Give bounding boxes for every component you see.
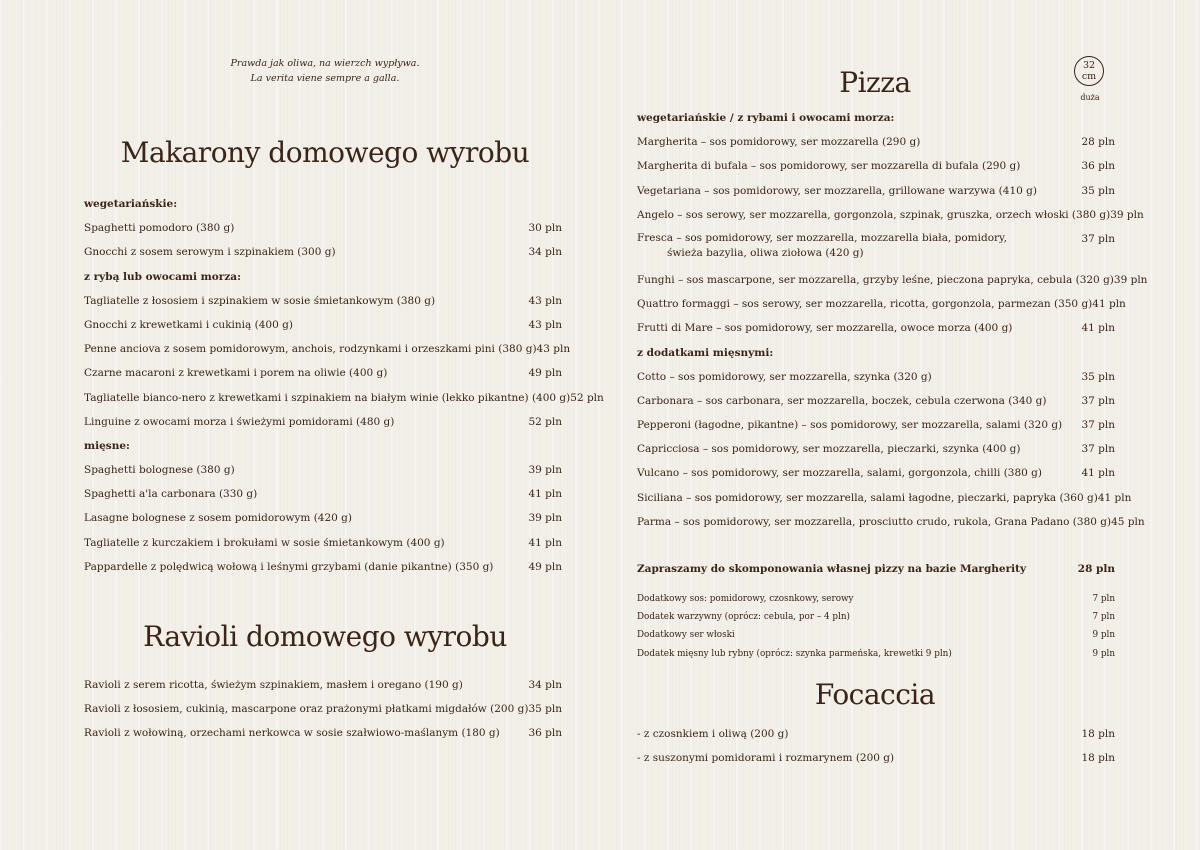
- pizza-promo-price: 28 pln: [1077, 563, 1115, 575]
- menu-item: [637, 610, 1115, 628]
- menu-item-price: 35 pln: [1081, 184, 1115, 197]
- menu-item-name-line: Vegetariana – sos pomidorowy, ser mozzarella, grillowane warzywa (410 g): [637, 184, 1037, 197]
- menu-item: [637, 272, 1148, 296]
- menu-item-name: [84, 317, 512, 333]
- menu-item: [84, 293, 562, 317]
- menu-item: [637, 647, 1115, 665]
- menu-item-name-line: Spaghetti bolognese (380 g): [84, 464, 235, 477]
- menu-item: [637, 490, 1132, 514]
- menu-item: [637, 465, 1115, 489]
- menu-item-name-line: - z czosnkiem i oliwą (200 g): [637, 728, 789, 740]
- menu-item-name-line: Cotto – sos pomidorowy, ser mozzarella, szynka (320 g): [637, 370, 932, 383]
- menu-item: [84, 677, 562, 701]
- menu-item-price: 35 pln: [1081, 370, 1115, 383]
- menu-item: [637, 628, 1115, 646]
- menu-item-name-line: Spaghetti pomodoro (380 g): [84, 222, 235, 235]
- menu-item-price: 52 pln: [528, 415, 562, 428]
- menu-item: [84, 414, 562, 438]
- menu-item-price: 7 pln: [1092, 612, 1115, 623]
- menu-item-name: [637, 610, 1065, 624]
- menu-item: [637, 183, 1115, 207]
- menu-item: [637, 393, 1115, 417]
- menu-item-price: 28 pln: [1081, 136, 1115, 149]
- menu-item-name: [637, 231, 1065, 261]
- menu-item-price: 7 pln: [1092, 594, 1115, 604]
- menu-item-name: [84, 677, 512, 693]
- menu-item-name-line: świeża bazylia, oliwa ziołowa (420 g): [667, 246, 864, 259]
- menu-item: [84, 365, 562, 389]
- menu-item-name-line: Linguine z owocami morza i świeżymi pomidorami (480 g): [84, 415, 395, 428]
- menu-item-name: [84, 414, 512, 430]
- pizza-size-value: 32: [1082, 60, 1096, 71]
- menu-item-name-line: Lasagne bolognese z sosem pomidorowym (420 g): [84, 512, 353, 525]
- menu-item-name-line: Spaghetti a'la carbonara (330 g): [84, 488, 258, 501]
- menu-item: [84, 559, 562, 583]
- menu-item: [84, 317, 562, 341]
- menu-item-price: 39 pln: [528, 464, 562, 477]
- menu-item-name: [637, 296, 1092, 312]
- motto-line-2: La verita viene sempre a galla.: [250, 73, 400, 84]
- menu-item-name-line: Pappardelle z polędwicą wołową i leśnymi grzybami (danie pikantne) (350 g): [84, 560, 494, 573]
- menu-item-price: 45 pln: [1111, 515, 1145, 528]
- menu-item-name-line: Carbonara – sos carbonara, ser mozzarella, boczek, cebula czerwona (340 g): [637, 394, 1047, 407]
- menu-item-name: [84, 535, 512, 551]
- menu-item-name: [84, 341, 537, 357]
- menu-item-price: 43 pln: [536, 343, 571, 356]
- right-page: [600, 0, 1200, 850]
- menu-item-name: [637, 750, 1065, 766]
- menu-item: [637, 417, 1115, 441]
- menu-item-name: [84, 510, 512, 526]
- menu-item-price: 43 pln: [528, 294, 562, 307]
- menu-item-price: 18 pln: [1081, 752, 1115, 765]
- menu-item-price: 9 pln: [1092, 648, 1115, 659]
- menu-item-price: 41 pln: [528, 536, 562, 549]
- menu-item: [637, 369, 1115, 393]
- section-title-ravioli: Ravioli domowego wyrobu: [143, 620, 507, 653]
- menu-item-name: [84, 725, 512, 741]
- menu-item-name: [84, 701, 528, 717]
- menu-item-name: [637, 726, 1065, 742]
- menu-item-price: 43 pln: [528, 318, 562, 331]
- menu-item: [84, 701, 562, 725]
- pizza-extras-list: [637, 592, 1115, 665]
- menu-category: z rybą lub owocami morza:: [84, 270, 241, 283]
- menu-item-name-line: Funghi – sos mascarpone, ser mozzarella, grzyby leśne, pieczona papryka, cebula (320 g): [637, 273, 1114, 286]
- section-title-makarony: Makarony domowego wyrobu: [120, 136, 530, 169]
- menu-item-name-line: Ravioli z wołowiną, orzechami nerkowca w sosie szałwiowo-maślanym (180 g): [84, 727, 500, 740]
- menu-item-name: [84, 244, 512, 260]
- menu-item-price: 39 pln: [1110, 208, 1144, 221]
- menu-item-name-line: Penne anciova z sosem pomidorowym, anchois, rodzynkami i orzeszkami pini (380 g): [84, 343, 537, 356]
- menu-category: wegetariańskie:: [84, 198, 178, 210]
- menu-item-price: 34 pln: [528, 679, 562, 691]
- menu-item-price: 30 pln: [528, 222, 562, 235]
- menu-item-price: 39 pln: [1113, 273, 1148, 286]
- motto-line-1: Prawda jak oliwa, na wierzch wypływa.: [230, 58, 420, 69]
- menu-item: [84, 510, 562, 534]
- menu-item-name: [637, 393, 1065, 409]
- menu-item-price: 41 pln: [1092, 298, 1126, 311]
- menu-item: [637, 592, 1115, 610]
- menu-item-name-line: Ravioli z łososiem, cukinią, mascarpone oraz prażonymi płatkami migdałów (200 g): [84, 703, 529, 716]
- menu-item-price: 49 pln: [528, 367, 562, 380]
- section-title-pizza: Pizza: [839, 66, 911, 99]
- menu-item-name: [84, 462, 512, 478]
- menu-item-price: 41 pln: [1081, 322, 1115, 335]
- menu-item-name: [84, 390, 570, 406]
- menu-item: [84, 220, 562, 244]
- pizza-size-unit: cm: [1081, 71, 1097, 82]
- menu-item-name-line: Tagliatelle z łososiem i szpinakiem w sosie śmietankowym (380 g): [84, 294, 436, 307]
- pizza-size-badge: [1074, 56, 1104, 86]
- menu-item: [637, 320, 1115, 344]
- menu-item-name-line: Pepperoni (łagodne, pikantne) – sos pomidorowy, ser mozzarella, salami (320 g): [637, 419, 1063, 432]
- menu-item-price: 36 pln: [528, 727, 562, 740]
- menu-item-name-line: Dodatek warzywny (oprócz: cebula, por – 4 pln): [637, 612, 850, 623]
- menu-item-name: [637, 134, 1065, 150]
- menu-category: z dodatkami mięsnymi:: [637, 346, 774, 359]
- menu-item-name-line: Czarne macaroni z krewetkami i porem na oliwie (400 g): [84, 367, 388, 380]
- makarony-list: [84, 196, 604, 583]
- menu-item-name-line: Ravioli z serem ricotta, świeżym szpinakiem, masłem i oregano (190 g): [84, 679, 463, 691]
- menu-item-name: [637, 272, 1114, 288]
- motto: [100, 56, 550, 86]
- menu-item-name: [637, 320, 1065, 336]
- menu-item-name-line: Quattro formaggi – sos serowy, ser mozzarella, ricotta, gorgonzola, parmezan (350 g): [637, 298, 1093, 311]
- menu-item: [637, 726, 1115, 750]
- menu-item-name-line: Gnocchi z krewetkami i cukinią (400 g): [84, 318, 293, 331]
- menu-item: [84, 341, 571, 365]
- menu-item-name-line: Margherita – sos pomidorowy, ser mozzarella (290 g): [637, 136, 921, 149]
- menu-item-price: 52 pln: [570, 391, 604, 404]
- menu-item-name: [637, 514, 1111, 530]
- menu-item-name: [84, 220, 512, 236]
- menu-item-price: 9 pln: [1092, 630, 1115, 641]
- menu-item: [637, 231, 1115, 272]
- menu-item-name-line: - z suszonymi pomidorami i rozmarynem (200 g): [637, 752, 895, 765]
- pizza-list: [637, 110, 1148, 538]
- menu-item: [84, 390, 604, 414]
- menu-item-price: 49 pln: [528, 560, 562, 573]
- pizza-promo: [637, 563, 1115, 575]
- menu-item-name: [84, 293, 512, 309]
- menu-item-price: 37 pln: [1081, 394, 1115, 407]
- menu-item-name: [84, 486, 512, 502]
- menu-item-name-line: Capricciosa – sos pomidorowy, ser mozzarella, pieczarki, szynka (400 g): [637, 443, 1021, 456]
- menu-item-name: [637, 183, 1065, 199]
- menu-item-name-line: Fresca – sos pomidorowy, ser mozzarella, mozzarella biała, pomidory,: [637, 231, 1007, 244]
- menu-item-name: [637, 369, 1065, 385]
- menu-item-price: 18 pln: [1081, 728, 1115, 740]
- menu-item: [84, 486, 562, 510]
- menu-item-price: 35 pln: [528, 703, 562, 716]
- menu-item-name: [637, 417, 1065, 433]
- menu-item-name: [637, 441, 1065, 457]
- menu-item-name-line: Dodatek mięsny lub rybny (oprócz: szynka parmeńska, krewetki 9 pln): [637, 648, 952, 659]
- menu-category: mięsne:: [84, 439, 130, 452]
- menu-item-name: [637, 490, 1098, 506]
- menu-item-name: [84, 559, 512, 575]
- menu-item: [84, 244, 562, 268]
- menu-item-name-line: Angelo – sos serowy, ser mozzarella, gorgonzola, szpinak, gruszka, orzech włoski (380 g): [637, 208, 1111, 221]
- ravioli-list: [84, 677, 562, 750]
- menu-item-name-line: Parma – sos pomidorowy, ser mozzarella, prosciutto crudo, rukola, Grana Padano (380 g): [637, 515, 1112, 528]
- menu-item-name-line: Dodatkowy ser włoski: [637, 630, 735, 641]
- menu-item-name: [637, 628, 1065, 642]
- menu-item-name-line: Frutti di Mare – sos pomidorowy, ser mozzarella, owoce morza (400 g): [637, 322, 1013, 335]
- menu-item-name: [637, 647, 1065, 661]
- menu-item-price: 37 pln: [1081, 232, 1115, 245]
- menu-item-price: 34 pln: [528, 246, 562, 259]
- menu-item: [637, 134, 1115, 158]
- pizza-promo-text: Zapraszamy do skomponowania własnej pizzy na bazie Margherity: [637, 563, 1027, 575]
- menu-item-name: [637, 592, 1065, 606]
- menu-item-name-line: Tagliatelle bianco-nero z krewetkami i szpinakiem na białym winie (lekko pikantne) (400 g): [84, 391, 571, 404]
- menu-item-price: 41 pln: [1081, 467, 1115, 480]
- menu-item-name: [637, 465, 1065, 481]
- menu-item-price: 39 pln: [528, 512, 562, 525]
- menu-item-price: 37 pln: [1081, 419, 1115, 432]
- menu-item: [637, 441, 1115, 465]
- menu-item-name: [637, 207, 1110, 223]
- menu-item: [637, 296, 1126, 320]
- menu-item-name-line: Tagliatelle z kurczakiem i brokułami w sosie śmietankowym (400 g): [84, 536, 445, 549]
- menu-item-price: 37 pln: [1081, 443, 1115, 456]
- menu-item: [84, 725, 562, 749]
- menu-item: [637, 207, 1144, 231]
- menu-category: wegetariańskie / z rybami i owocami morza:: [637, 112, 895, 124]
- pizza-size-label: duża: [1080, 93, 1100, 102]
- menu-item: [637, 158, 1115, 182]
- menu-item-name: [84, 365, 512, 381]
- menu-item-name: [637, 158, 1065, 174]
- menu-item: [637, 750, 1115, 774]
- menu-item-name-line: Siciliana – sos pomidorowy, ser mozzarella, salami łagodne, pieczarki, papryka (360 g): [637, 491, 1098, 504]
- menu-item: [84, 535, 562, 559]
- menu-item-name-line: Gnocchi z sosem serowym i szpinakiem (300 g): [84, 246, 336, 259]
- menu-item-price: 36 pln: [1081, 160, 1115, 173]
- menu-item: [637, 514, 1145, 538]
- menu-item-name-line: Margherita di bufala – sos pomidorowy, ser mozzarella di bufala (290 g): [637, 160, 1021, 173]
- menu-item-price: 41 pln: [1097, 491, 1132, 504]
- menu-item-price: 41 pln: [528, 488, 562, 501]
- menu-item-name-line: Dodatkowy sos: pomidorowy, czosnkowy, serowy: [637, 594, 854, 604]
- menu-item-name-line: Vulcano – sos pomidorowy, ser mozzarella, salami, gorgonzola, chilli (380 g): [637, 467, 1042, 480]
- focaccia-list: [637, 726, 1115, 774]
- menu-item: [84, 462, 562, 486]
- section-title-focaccia: Focaccia: [814, 678, 936, 711]
